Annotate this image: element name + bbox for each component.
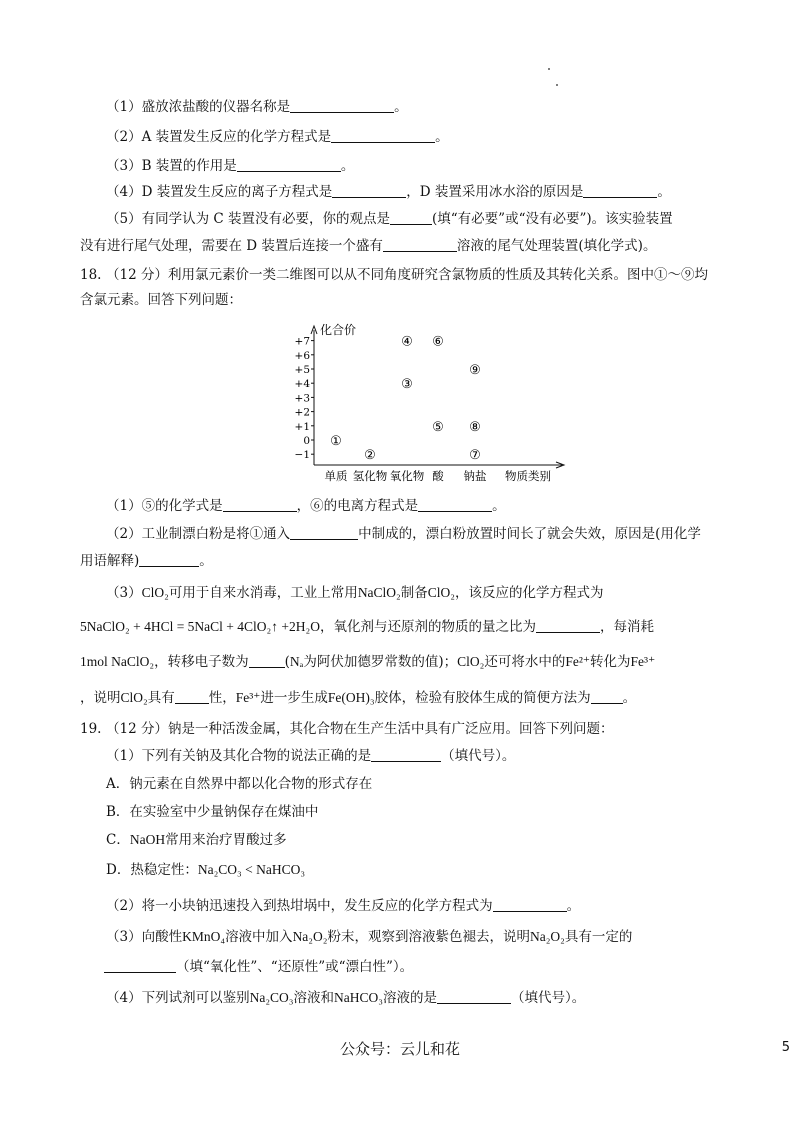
q18-part3-text-b: 可用于自来水消毒，工业上常用 — [168, 585, 358, 601]
q18-part3-text-m: ，说明 — [80, 690, 121, 706]
chart-point-label: ⑤ — [432, 419, 444, 435]
q19-part3-text-c: 粉末，观察到溶液紫色褪去，说明 — [327, 929, 530, 945]
q18-part3-text: （3） — [106, 585, 142, 601]
q18-part3-text-c: 制备 — [400, 585, 428, 601]
ion-fe2: Fe²⁺ — [565, 654, 591, 669]
answer-blank[interactable] — [237, 157, 341, 172]
formula-na2co3: Na₂CO₃ — [249, 990, 294, 1005]
formula-clo2: ClO₂ — [427, 585, 455, 600]
punct: 。 — [492, 498, 506, 514]
answer-blank[interactable] — [249, 653, 285, 668]
answer-blank[interactable] — [175, 689, 209, 704]
q19-option-b: B．在实验室中少量钠保存在煤油中 — [106, 804, 319, 820]
formula-na2o2: Na₂O₂ — [292, 929, 328, 944]
formula-naoh: NaOH — [129, 832, 166, 847]
q17-part5-cont — [80, 237, 656, 255]
chart-point-label: ⑧ — [469, 419, 481, 435]
x-axis-title: 物质类别 — [505, 469, 551, 483]
q19-part1-text: （1）下列有关钠及其化合物的说法正确的是 — [106, 748, 372, 764]
q18-part3-text-k: 还可将水中的 — [484, 654, 566, 670]
q18-part2-text: （2）工业制漂白粉是将①通入 — [106, 526, 291, 542]
x-category-label: 单质 — [324, 469, 348, 483]
ion-fe3: Fe³⁺ — [630, 654, 656, 669]
footer-wechat-account: 公众号：云儿和花 — [339, 1040, 460, 1058]
q18-part3-text-f: ，每消耗 — [599, 619, 654, 635]
q18-intro-cont — [80, 291, 242, 309]
q17-part2-text: （2）A 装置发生反应的化学方程式是 — [106, 129, 332, 145]
reaction-equation: 5NaClO₂ + 4HCl = 5NaCl + 4ClO₂↑ +2H₂O — [80, 619, 320, 634]
q19-part3-text-b: 溶液中加入 — [225, 929, 293, 945]
q19-intro — [80, 720, 613, 738]
q18-part2-text-c: 用语解释) — [80, 553, 140, 569]
q19-part1 — [106, 747, 515, 765]
x-category-label: 酸 — [432, 469, 444, 483]
y-tick-labels — [295, 336, 314, 462]
q19-part4-text-c: 溶液的是 — [382, 990, 437, 1006]
y-tick-label: +4 — [294, 378, 310, 391]
chart-point-label: ⑥ — [432, 334, 444, 350]
scan-speck — [548, 68, 550, 70]
y-tick-label: +3 — [294, 392, 310, 405]
q17-part1-text: （1）盛放浓盐酸的仪器名称是 — [106, 99, 291, 115]
formula-1mol-naclo2: 1mol NaClO₂ — [80, 654, 155, 669]
page-number: 5 — [781, 1040, 790, 1055]
answer-blank[interactable] — [437, 989, 511, 1004]
q18-part3-text-p: 进一步生成 — [260, 690, 328, 706]
question-number: 19. — [80, 721, 102, 737]
option-text: 常用来治疗胃酸过多 — [165, 832, 287, 848]
formula-clo2: ClO₂ — [141, 585, 169, 600]
q19-part3-text: （3）向酸性 — [106, 929, 183, 945]
q18-part3-text-h: ，转移电子数为 — [154, 654, 249, 670]
q19-part4 — [106, 989, 585, 1007]
chart-point-label: ② — [364, 448, 376, 464]
formula-clo2: ClO₂ — [120, 690, 148, 705]
y-tick-label: −1 — [294, 449, 310, 462]
answer-blank[interactable] — [290, 525, 358, 540]
formula-nahco3: NaHCO₃ — [334, 990, 383, 1005]
punct: 。 — [435, 129, 449, 145]
formula-naclo2: NaClO₂ — [357, 585, 401, 600]
q19-intro-text: （12 分）钠是一种活泼金属，其化合物在生产生活中具有广泛应用。回答下列问题： — [106, 721, 614, 737]
option-letter: C． — [106, 832, 130, 848]
punct: 。 — [566, 898, 581, 914]
x-category-label: 氢化物 — [352, 469, 388, 483]
answer-blank[interactable] — [383, 237, 457, 252]
formula-kmno4: KMnO₄ — [182, 929, 226, 944]
x-category-label: 氧化物 — [389, 469, 425, 483]
q17-part5 — [106, 210, 673, 228]
q18-part2 — [106, 525, 701, 543]
q19-part4-text-b: 溶液和 — [293, 990, 335, 1006]
q19-part3-text-e: （填“氧化性”、“还原性”或“漂白性”）。 — [176, 959, 414, 975]
chlorine-valence-chart — [270, 314, 570, 488]
q18-part3-equation-line — [80, 618, 654, 636]
punct: 。 — [199, 553, 213, 569]
q19-part4-text: （4）下列试剂可以鉴别 — [106, 990, 250, 1006]
q19-part2 — [106, 897, 580, 915]
answer-blank[interactable] — [390, 210, 432, 225]
q17-part3-text: （3）B 装置的作用是 — [106, 158, 237, 174]
y-tick-label: +2 — [294, 406, 310, 419]
q19-part3 — [106, 928, 632, 946]
chart-points — [330, 335, 481, 464]
formula-clo2: ClO₂ — [457, 654, 485, 669]
q18-part3-text-o: 性， — [208, 690, 236, 706]
chart-point-label: ③ — [401, 377, 413, 393]
answer-blank[interactable] — [418, 497, 492, 512]
q19-part3-cont — [104, 958, 413, 976]
q18-part3-text-l: 转化为 — [590, 654, 631, 670]
answer-blank[interactable] — [591, 689, 623, 704]
q18-part1-text-b: ，⑥的电离方程式是 — [296, 498, 419, 514]
answer-blank[interactable] — [331, 128, 435, 143]
q18-intro-text: （12 分）利用氯元素价一类二维图可以从不同角度研究含氯物质的性质及其转化关系。图中①～⑨均 — [106, 267, 708, 283]
ion-fe3: Fe³⁺ — [235, 690, 261, 705]
y-tick-label: +1 — [294, 420, 310, 433]
q18-part3-text-j: 为阿伏加德罗常数的值)； — [303, 654, 458, 670]
q17-part1 — [106, 98, 408, 116]
q18-part3-colloid-line — [80, 689, 636, 707]
q19-part1-end: （填代号）。 — [441, 748, 516, 764]
q19-option-c — [106, 831, 287, 849]
avogadro-symbol: Nₐ — [289, 654, 304, 669]
scan-speck — [556, 84, 558, 86]
q18-part3-electron-line — [80, 653, 655, 671]
answer-blank[interactable] — [493, 897, 567, 912]
q19-option-a: A．钠元素在自然界中都以化合物的形式存在 — [106, 776, 373, 792]
paren: ( — [284, 654, 290, 670]
chart-point-label: ⑦ — [469, 448, 481, 464]
answer-blank[interactable] — [139, 552, 199, 567]
formula-feoh3: Fe(OH)₃ — [327, 690, 375, 705]
y-tick-label: +5 — [294, 364, 310, 376]
q18-part3 — [106, 584, 603, 602]
chart-point-label: ① — [330, 434, 342, 449]
stability-comparison: Na₂CO₃ < NaHCO₃ — [197, 862, 306, 877]
q19-part4-end: （填代号）。 — [510, 990, 586, 1006]
q17-part5-text: （5）有同学认为 C 装置没有必要，你的观点是 — [106, 211, 391, 227]
answer-blank[interactable] — [104, 958, 176, 973]
q17-part4-text: （4）D 装置发生反应的离子方程式是 — [106, 184, 333, 200]
answer-blank[interactable] — [290, 98, 394, 113]
q18-part3-text-n: 具有 — [147, 690, 175, 706]
q18-part2-cont — [80, 552, 213, 570]
q17-part5-text-b: (填“有必要”或“没有必要”)。该实验装置 — [432, 211, 673, 227]
punct: 。 — [394, 99, 408, 115]
q19-part3-text-d: 具有一定的 — [564, 929, 633, 945]
formula-na2o2: Na₂O₂ — [529, 929, 565, 944]
q18-part3-text-e: ，氧化剂与还原剂的物质的量之比为 — [319, 619, 536, 635]
q17-part3 — [106, 157, 354, 175]
x-category-label: 钠盐 — [463, 469, 487, 483]
q17-part4 — [106, 183, 671, 201]
q18-part3-text-q: 胶体，检验有胶体生成的简便方法为 — [374, 690, 591, 706]
q18-part1-text: （1）⑤的化学式是 — [106, 498, 223, 514]
answer-blank[interactable] — [536, 618, 600, 633]
answer-blank[interactable] — [332, 183, 406, 198]
y-tick-label: +7 — [294, 335, 310, 348]
q18-part3-text-d: ，该反应的化学方程式为 — [454, 585, 604, 601]
q18-part2-text-b: 中制成的，漂白粉放置时间长了就会失效，原因是(用化学 — [358, 526, 701, 542]
answer-blank[interactable] — [223, 497, 297, 512]
question-number: 18. — [80, 267, 102, 283]
punct: 。 — [622, 690, 637, 706]
q17-part5-text-d: 溶液的尾气处理装置(填化学式)。 — [456, 238, 657, 254]
q17-part5-text-c: 没有进行尾气处理，需要在 D 装置后连接一个盛有 — [80, 238, 383, 254]
y-tick-label: 0 — [303, 435, 310, 447]
q19-option-d — [106, 861, 305, 879]
punct: 。 — [657, 184, 671, 200]
q17-part2 — [106, 128, 449, 146]
q19-part2-text: （2）将一小块钠迅速投入到热坩埚中，发生反应的化学方程式为 — [106, 898, 493, 914]
y-tick-label: +6 — [294, 349, 310, 362]
answer-blank[interactable] — [371, 747, 441, 762]
y-axis-title: 化合价 — [320, 323, 357, 337]
punct: 。 — [340, 158, 355, 174]
chart-point-label: ④ — [401, 334, 413, 350]
q17-part4-text-b: ，D 装置采用冰水浴的原因是 — [406, 184, 584, 200]
option-letter: D．热稳定性： — [106, 862, 198, 878]
chart-point-label: ⑨ — [469, 363, 481, 378]
x-category-labels — [325, 469, 552, 483]
q18-part1 — [106, 497, 506, 515]
q18-intro — [80, 266, 708, 284]
q18-intro-text-b: 含氯元素。回答下列问题： — [80, 292, 242, 308]
answer-blank[interactable] — [583, 183, 657, 198]
